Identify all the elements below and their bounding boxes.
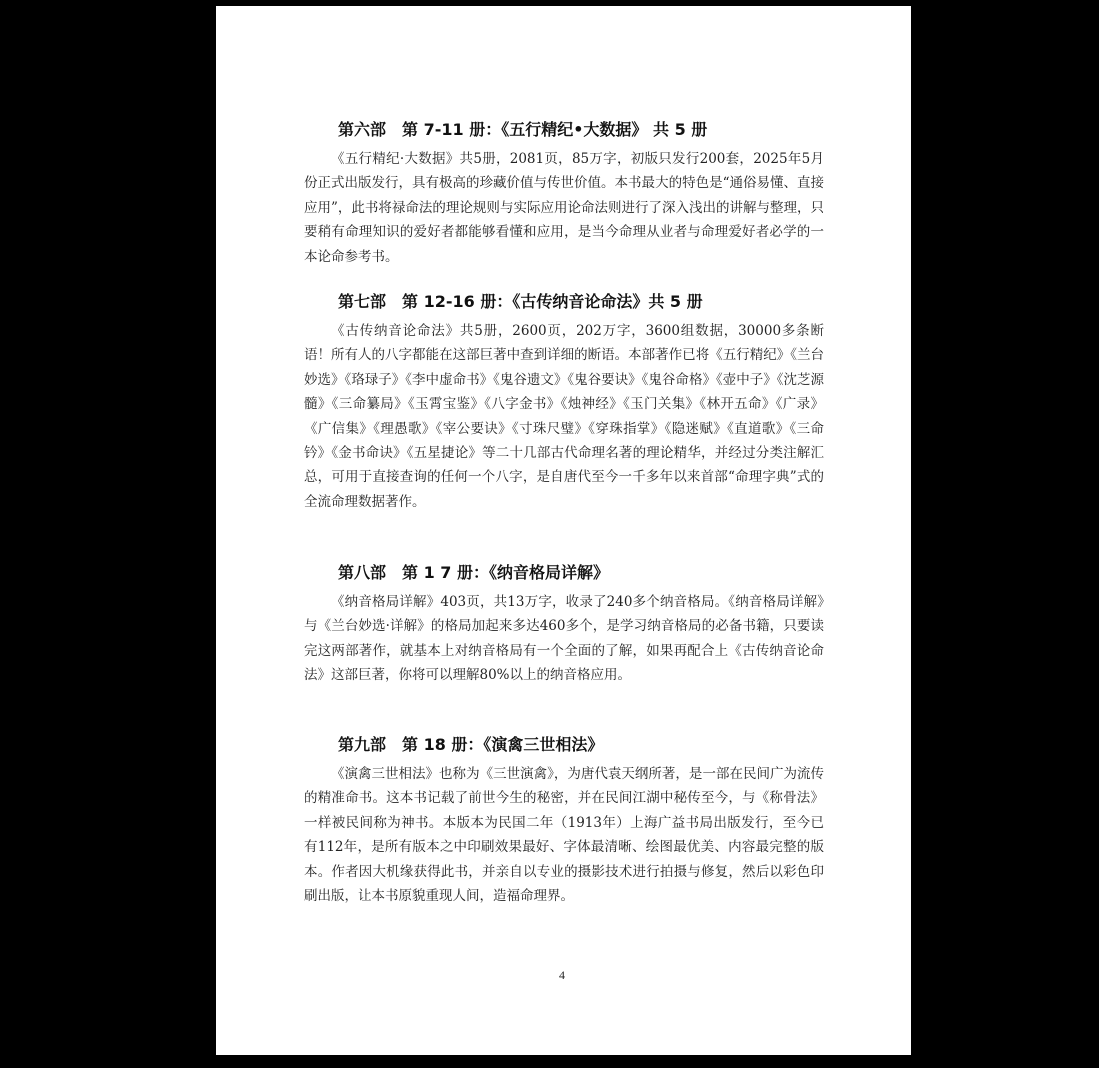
part-label: 第六部: [338, 120, 387, 139]
section-part-6: [304, 119, 824, 269]
heading-title: 第 18 册：《演禽三世相法》: [402, 735, 604, 754]
heading-title: 第 7-11 册：《五行精纪•大数据》 共 5 册: [402, 120, 708, 139]
section-part-9: [304, 734, 824, 908]
part-label: 第七部: [338, 292, 387, 311]
section-part-7: [304, 291, 824, 514]
section-heading: [338, 291, 824, 313]
section-heading: [338, 562, 824, 584]
section-paragraph: 《五行精纪·大数据》共5册，2081页，85万字，初版只发行200套，2025年5月份正式出版发行，具有极高的珍藏价值与传世价值。本书最大的特色是“通俗易懂、直接应用”，此书将禄命法的理论规则与实际应用论命法则进行了深入浅出的讲解与整理，只要稍有命理知识的爱好者都能够看懂和应用，是当今命理从业者与命理爱好者必学的一本论命参考书。: [304, 151, 824, 265]
section-paragraph: 《古传纳音论命法》共5册，2600页，202万字，3600组数据，30000多条断语！所有人的八字都能在这部巨著中查到详细的断语。本部著作已将《五行精纪》《兰台妙选》《珞琭子》《李中虚命书》《鬼谷遗文》《鬼谷要诀》《鬼谷命格》《壶中子》《沈芝源髓》《三命纂局》《玉霄宝鉴》《八字金书》《烛神经》《玉门关集》《林开五命》《广录》《广信集》《理愚歌》《宰公要诀》《寸珠尺璧》《穿珠指掌》《隐迷赋》《直道歌》《三命钤》《金书命诀》《五星捷论》等二十几部古代命理名著的理论精华，并经过分类注解汇总，可用于直接查询的任何一个八字，是自唐代至今一千多年以来首部“命理字典”式的全流命理数据著作。: [304, 323, 824, 510]
section-paragraph: 《演禽三世相法》也称为《三世演禽》，为唐代袁天纲所著，是一部在民间广为流传的精准命书。这本书记载了前世今生的秘密，并在民间江湖中秘传至今，与《称骨法》一样被民间称为神书。本版本为民国二年（1913年）上海广益书局出版发行，至今已有112年，是所有版本之中印刷效果最好、字体最清晰、绘图最优美、内容最完整的版本。作者因大机缘获得此书，并亲自以专业的摄影技术进行拍摄与修复，然后以彩色印刷出版，让本书原貌重现人间，造福命理界。: [304, 766, 824, 905]
section-heading: [338, 734, 824, 756]
page-number: 4: [559, 968, 565, 982]
section-heading: [338, 119, 824, 141]
heading-title: 第 12-16 册：《古传纳音论命法》共 5 册: [402, 292, 703, 311]
heading-title: 第 1 7 册：《纳音格局详解》: [402, 563, 609, 582]
part-label: 第九部: [338, 735, 387, 754]
section-part-8: [304, 562, 824, 688]
section-paragraph: 《纳音格局详解》403页，共13万字，收录了240多个纳音格局。《纳音格局详解》与《兰台妙选·详解》的格局加起来多达460多个，是学习纳音格局的必备书籍，只要读完这两部著作，就基本上对纳音格局有一个全面的了解，如果再配合上《古传纳音论命法》这部巨著，你将可以理解80%以上的纳音格应用。: [304, 594, 824, 684]
part-label: 第八部: [338, 563, 387, 582]
